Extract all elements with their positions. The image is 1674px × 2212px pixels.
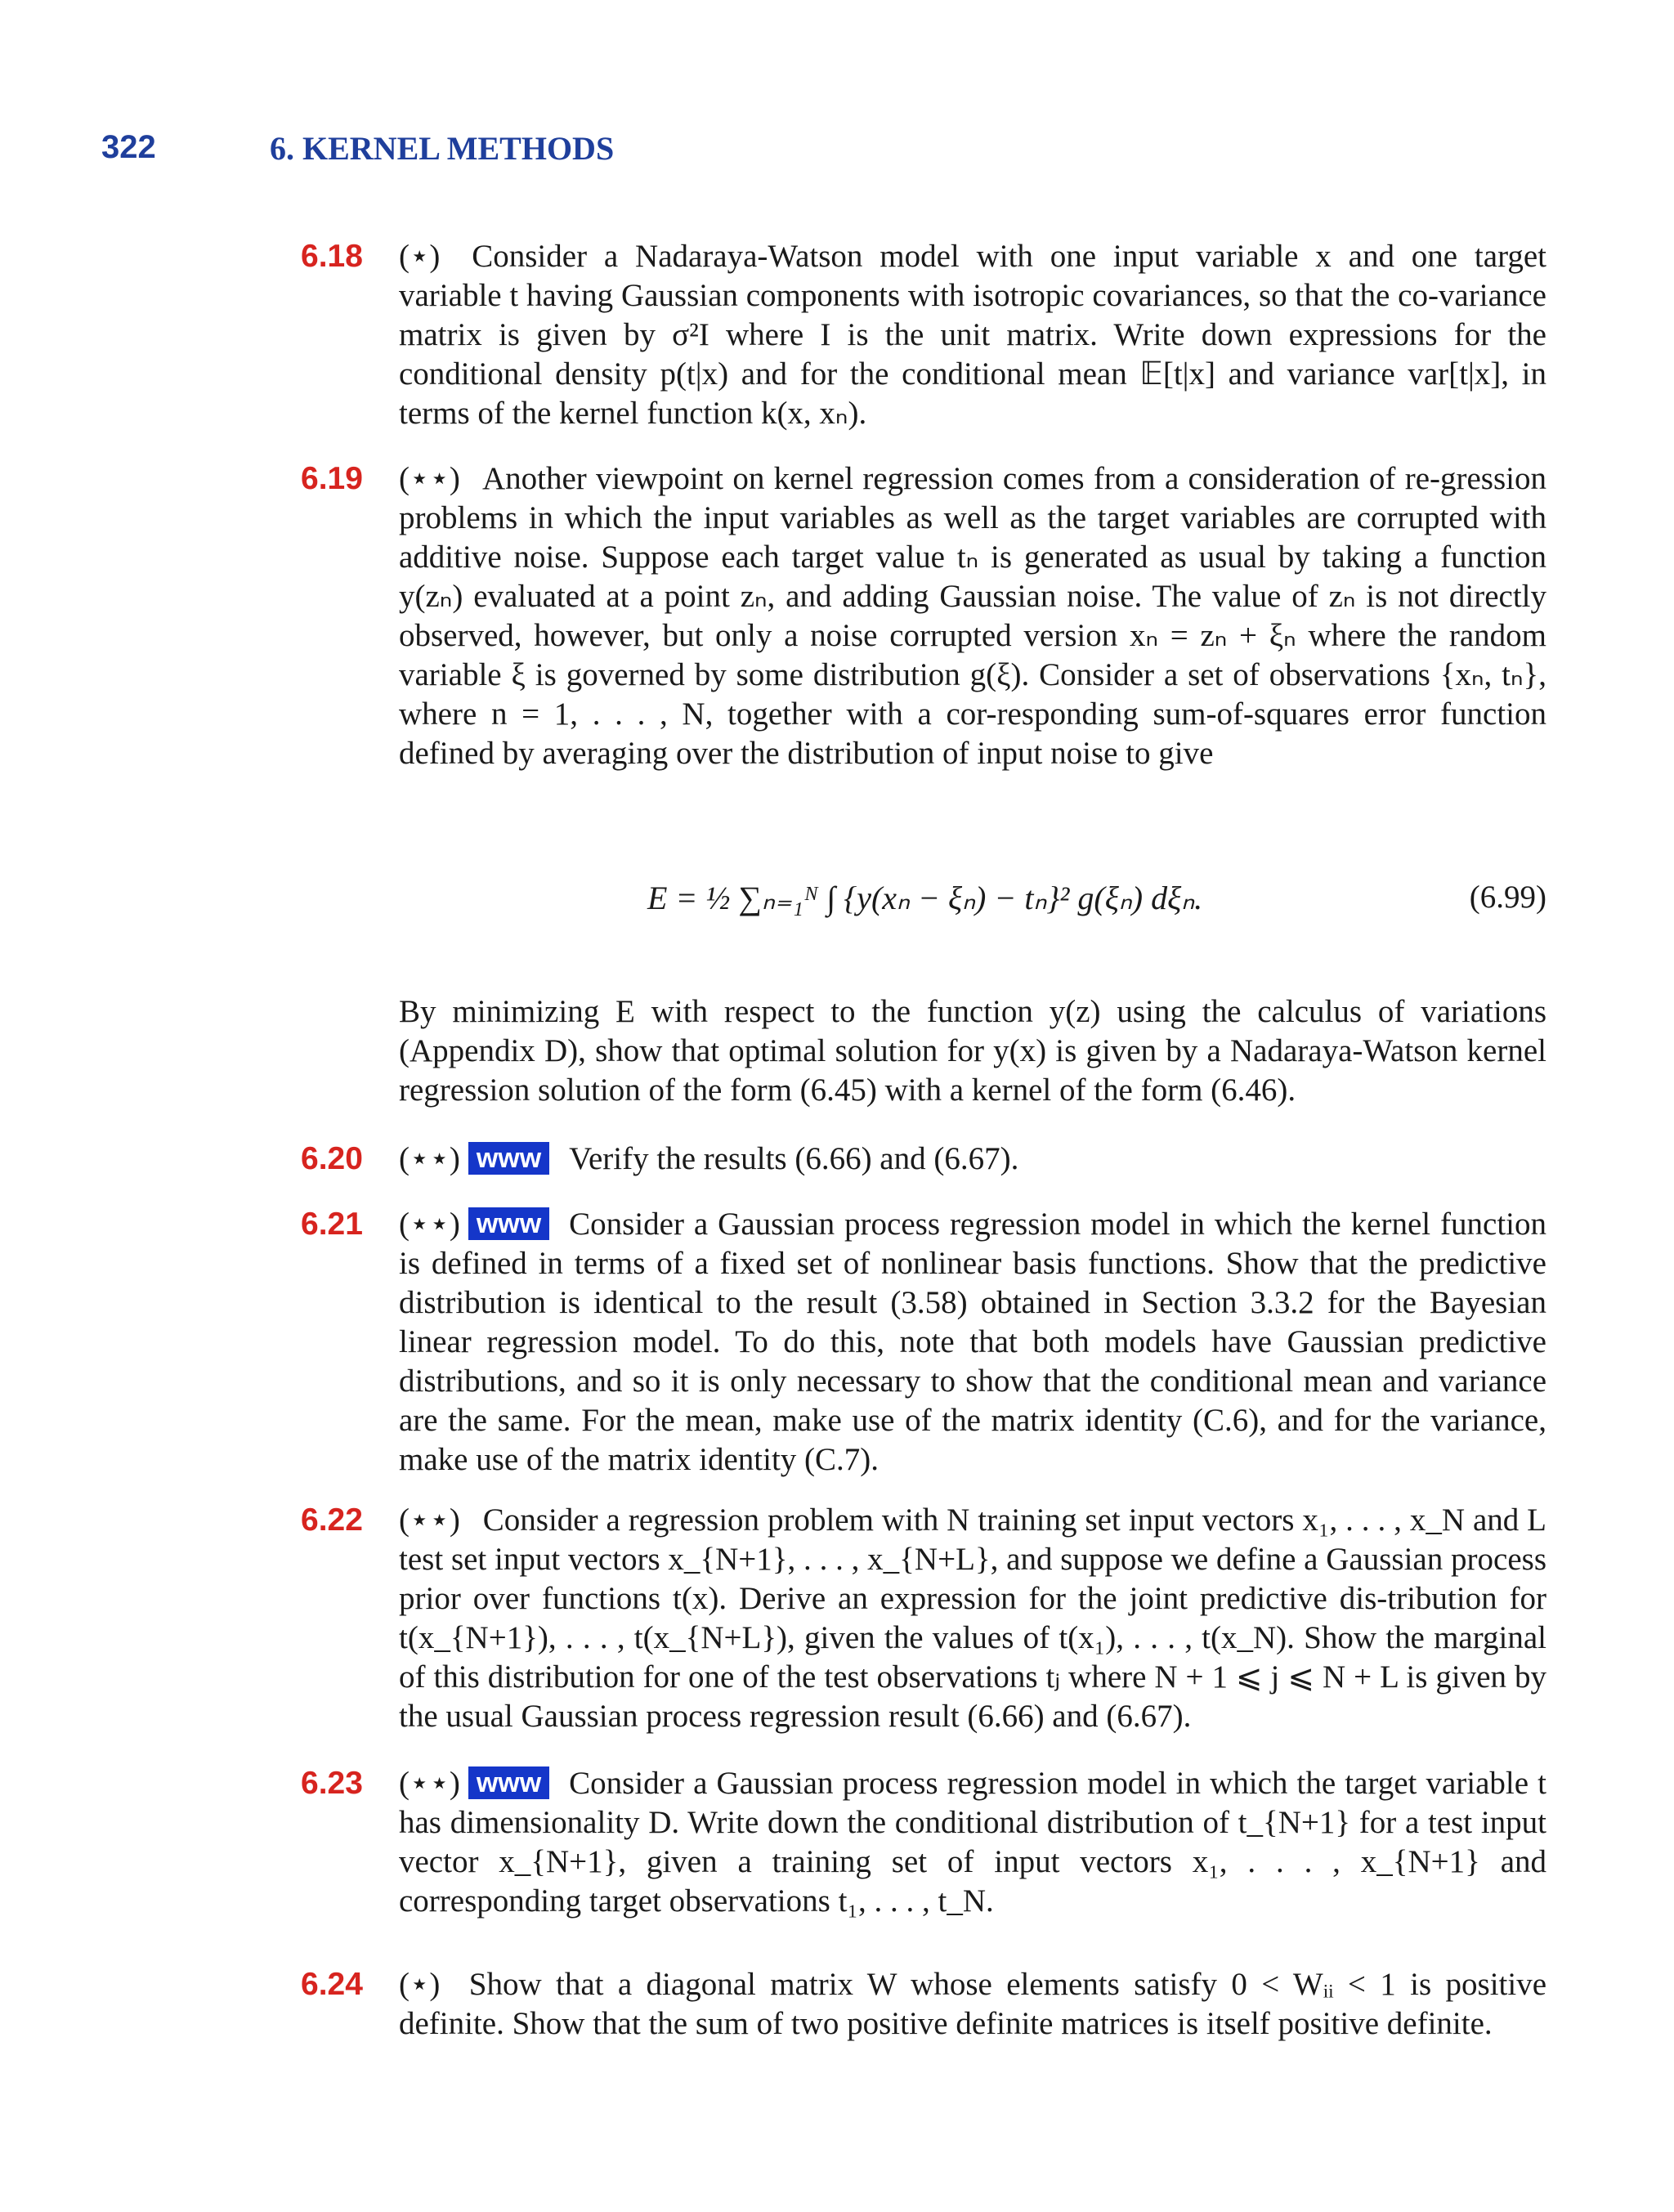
difficulty-stars: (⋆⋆) [399, 1141, 460, 1176]
exercise-number: 6.21 [301, 1207, 363, 1242]
exercise-number: 6.22 [301, 1502, 363, 1538]
exercise-number: 6.24 [301, 1967, 363, 2002]
exercise-6-23 [301, 1764, 1546, 1928]
exercise-text: Consider a Gaussian process regression model in which the target variable t has dimensionality D. Write down the conditional distribution of t_{N+1} for a test input vector x_{N+1}, given a training set of input vectors x₁, . . . , x_{N+1} and corresponding target observations t₁, . . . , t_N. [399, 1766, 1546, 1919]
exercise-number: 6.18 [301, 239, 363, 274]
difficulty-stars: (⋆⋆) [399, 1502, 460, 1538]
exercise-6-19 [301, 459, 1546, 1108]
www-solution-badge[interactable]: www [468, 1207, 549, 1240]
exercise-text-after: By minimizing E with respect to the function y(z) using the calculus of variations (Appendix D), show that optimal solution for y(x) is given by a Nadaraya-Watson kernel regression solution of the form (6.45) with a kernel of the form (6.46). [399, 994, 1546, 1108]
exercise-6-21 [301, 1205, 1546, 1483]
equation-text: E = ½ ∑ₙ₌₁ᴺ ∫ {y(xₙ − ξₙ) − tₙ}² g(ξₙ) dξₙ. [647, 880, 1203, 916]
exercise-text: Consider a regression problem with N training set input vectors x₁, . . . , x_N and L test set input vectors x_{N+1}, . . . , x_{N+L}, and suppose we define a Gaussian process prior over functions t(x). Derive an expression for the joint predictive dis-tribution for t(x_{N+1}), . . . , t(x_{N+L}), given the values of t(x₁), . . . , t(x_N). Show the marginal of this distribution for one of the test observations tⱼ where N + 1 ⩽ j ⩽ N + L is given by the usual Gaussian process regression result (6.66) and (6.67). [399, 1502, 1547, 1734]
exercise-text: Another viewpoint on kernel regression comes from a consideration of re-gression problems in which the input variables as well as the target variables are corrupted with additive noise. Suppose each target value tₙ is generated as usual by taking a function y(zₙ) evaluated at a point zₙ, and adding Gaussian noise. The value of zₙ is not directly observed, however, but only a noise corrupted version xₙ = zₙ + ξₙ where the random variable ξ is governed by some distribution g(ξ). Consider a set of observations {xₙ, tₙ}, where n = 1, . . . , N, together with a cor-responding sum-of-squares error function defined by averaging over the distribution of input noise to give [399, 461, 1546, 771]
difficulty-stars: (⋆) [399, 239, 441, 274]
exercise-text: Consider a Gaussian process regression model in which the kernel function is defined in terms of a fixed set of nonlinear basis functions. Show that the predictive distribution is identical to the result (3.58) obtained in Section 3.3.2 for the Bayesian linear regression model. To do this, note that both models have Gaussian predictive distributions, and so it is only necessary to show that the conditional mean and variance are the same. For the mean, make use of the matrix identity (C.6), and for the variance, make use of the matrix identity (C.7). [399, 1207, 1546, 1477]
equation-6-99 [399, 838, 1546, 969]
www-solution-badge[interactable]: www [468, 1766, 549, 1799]
difficulty-stars: (⋆⋆) [399, 1207, 460, 1242]
exercise-number: 6.23 [301, 1766, 363, 1801]
difficulty-stars: (⋆⋆) [399, 461, 460, 496]
equation-number: (6.99) [1469, 880, 1546, 915]
exercise-6-20 [301, 1140, 1546, 1180]
exercise-number: 6.20 [301, 1141, 363, 1176]
exercise-body [399, 1205, 1546, 1480]
exercise-body [399, 237, 1546, 433]
exercise-number: 6.19 [301, 461, 363, 496]
exercise-text: Verify the results (6.66) and (6.67). [569, 1141, 1019, 1176]
chapter-title: 6. KERNEL METHODS [270, 130, 615, 167]
exercise-body [399, 1965, 1546, 2044]
exercise-body [399, 459, 1546, 773]
difficulty-stars: (⋆) [399, 1967, 441, 2002]
exercise-6-22 [301, 1501, 1546, 1746]
difficulty-stars: (⋆⋆) [399, 1766, 460, 1801]
exercise-body-continued [399, 992, 1546, 1110]
page-number: 322 [101, 129, 156, 165]
exercise-body [399, 1764, 1546, 1921]
exercise-6-24 [301, 1965, 1546, 2055]
www-solution-badge[interactable]: www [468, 1142, 549, 1175]
exercise-body [399, 1140, 1546, 1179]
exercise-6-18 [301, 237, 1546, 433]
exercise-text: Show that a diagonal matrix W whose elements satisfy 0 < Wᵢᵢ < 1 is positive definite. Show that the sum of two positive definite matrices is itself positive definite. [399, 1967, 1547, 2041]
exercise-body [399, 1501, 1546, 1736]
exercise-text: Consider a Nadaraya-Watson model with one input variable x and one target variable t having Gaussian components with isotropic covariances, so that the co-variance matrix is given by σ²I where I is the unit matrix. Write down expressions for the conditional density p(t|x) and for the conditional mean 𝔼[t|x] and variance var[t|x], in terms of the kernel function k(x, xₙ). [399, 239, 1547, 431]
